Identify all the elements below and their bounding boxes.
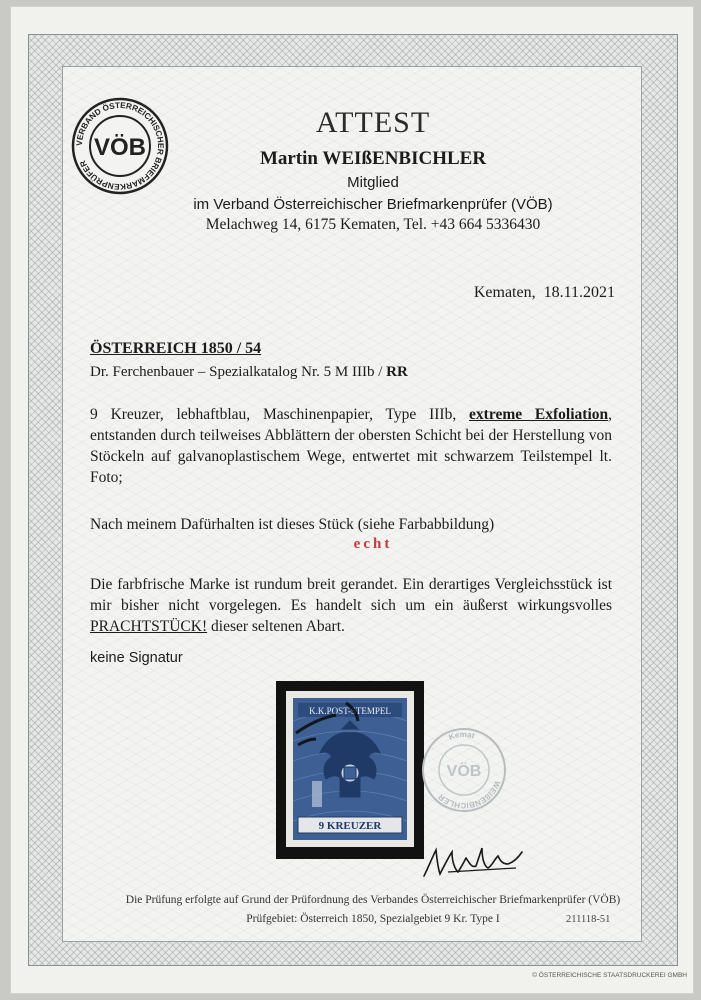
- description-highlight: extreme Exfoliation: [469, 406, 609, 423]
- remarks-paragraph: [90, 574, 612, 637]
- stamp-photo: [276, 681, 424, 859]
- opinion-line: Nach meinem Dafürhalten ist dieses Stück (siehe Farbabbildung): [90, 516, 495, 533]
- examiner-name: Martin WEIßENBICHLER: [259, 148, 487, 169]
- catalog-ref: Dr. Ferchenbauer – Spezialkatalog Nr. 5 M IIIb: [90, 364, 375, 380]
- expert-stamp-place: Kemat: [447, 729, 476, 742]
- stamp-top-text: K.K.POST-STEMPEL: [309, 706, 391, 716]
- footer-line-2: Prüfgebiet: Österreich 1850, Spezialgebiet 9 Kr. Type I: [246, 913, 500, 925]
- page-title: ATTEST: [315, 106, 431, 139]
- seal-letters: VÖB: [93, 134, 147, 161]
- remarks-text-2: dieser seltenen Abart.: [207, 618, 345, 635]
- certificate-number: 211118-51: [566, 914, 611, 925]
- copyright-note: © ÖSTERREICHISCHE STAATSDRUCKEREI GMBH: [532, 972, 687, 979]
- stamp-value-text: 9 KREUZER: [318, 820, 382, 832]
- exfoliation-area: [312, 781, 322, 807]
- rarity-mark: RR: [386, 364, 408, 380]
- membership-line: Mitglied: [347, 174, 399, 191]
- item-heading: ÖSTERREICH 1850 / 54: [90, 340, 262, 357]
- catalog-line: [90, 364, 408, 381]
- catalog-separator: /: [374, 364, 387, 380]
- signature-note: keine Signatur: [90, 650, 183, 666]
- association-line: im Verband Österreichischer Briefmarkenprüfer (VÖB): [193, 196, 553, 213]
- place-date: Kematen, 18.11.2021: [473, 284, 615, 301]
- remarks-text-1: Die farbfrische Marke ist rundum breit gerandet. Ein derartiges Vergleichsstück ist mir bisher nicht vorgelegen. Es handelt sich um ein äußerst wirkungsvolles: [90, 576, 612, 614]
- remarks-highlight: PRACHTSTÜCK!: [90, 618, 208, 635]
- expert-stamp-name: WEIßENBICHLER: [436, 779, 502, 811]
- description-text-2: , entstanden durch teilweises Abblättern der obersten Schicht bei der Herstellung von Stöckeln auf galvanoplastischem Wege, entwertet mit schwarzem Teilstempel lt. Foto;: [90, 406, 613, 486]
- expert-stamp-letters: VÖB: [446, 763, 482, 780]
- address-line: Melachweg 14, 6175 Kematen, Tel. +43 664 5336430: [205, 216, 541, 233]
- examiner-signature: [418, 838, 526, 882]
- expert-stamp-icon: [420, 726, 508, 814]
- description-text-1: 9 Kreuzer, lebhaftblau, Maschinenpapier, Type IIIb,: [90, 406, 470, 423]
- seal-ring-text: VERBAND ÖSTERREICHISCHER BRIEFMARKENPRÜFER: [74, 100, 166, 192]
- description-paragraph: [90, 404, 612, 488]
- verdict: echt: [353, 536, 393, 552]
- footer-line-1: Die Prüfung erfolgte auf Grund der Prüfordnung des Verbandes Österreichischer Briefmarkenprüfer (VÖB): [125, 894, 621, 906]
